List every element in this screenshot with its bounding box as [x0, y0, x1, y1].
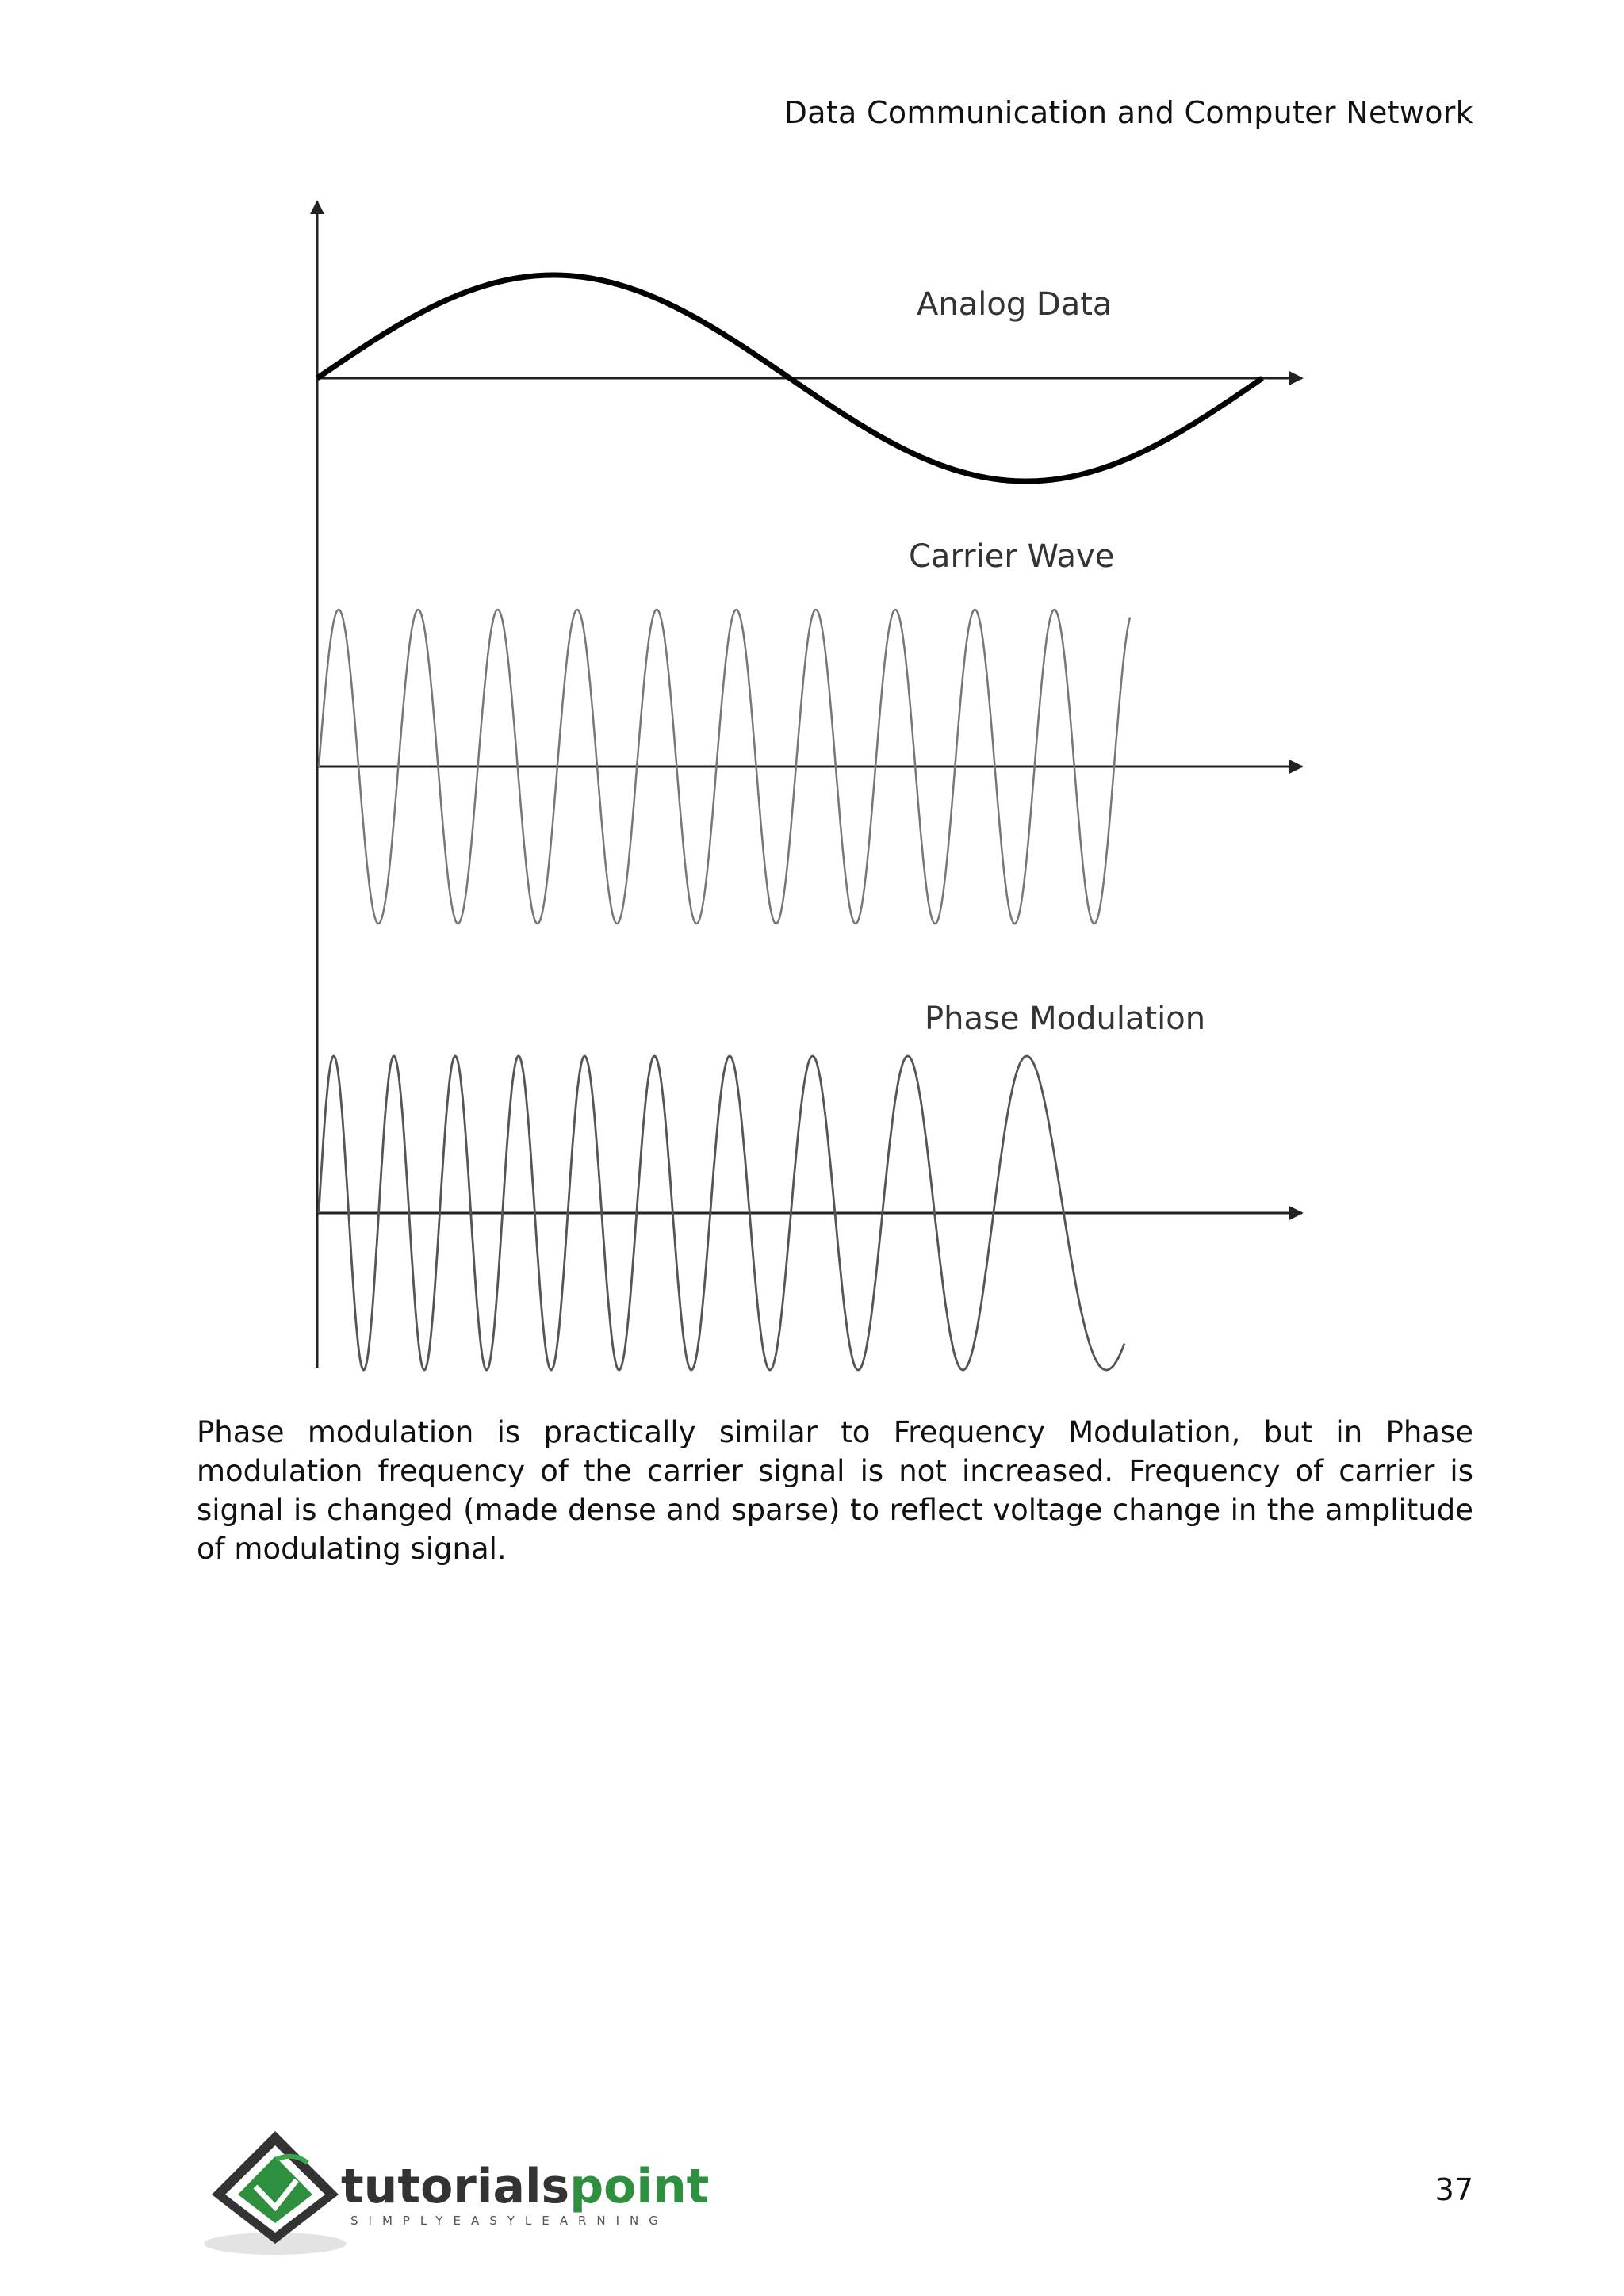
tutorialspoint-logo: [200, 2125, 723, 2260]
diamond-emblem-icon: [212, 2131, 339, 2244]
body-paragraph: Phase modulation is practically similar to Frequency Modulation, but in Phase modulation frequency of the carrier signal is not increased. Frequency of carrier is signal is changed (made dense and sparse) to reflect voltage change in the amplitude of modulating signal.: [197, 1415, 1473, 1566]
logo-tagline: SIMPLYEASYLEARNING: [350, 2214, 668, 2228]
running-header: Data Communication and Computer Network: [783, 95, 1473, 130]
carrier-wave-label: Carrier Wave: [909, 538, 1115, 575]
analog-data-label: Analog Data: [917, 286, 1113, 323]
phase-modulation-label: Phase Modulation: [925, 1001, 1206, 1037]
logo-wordmark: tutorialspoint: [341, 2159, 710, 2214]
page-number: 37: [1434, 2172, 1473, 2207]
phase-modulation-figure: [301, 190, 1324, 1380]
waveform-diagram: [301, 190, 1324, 1380]
